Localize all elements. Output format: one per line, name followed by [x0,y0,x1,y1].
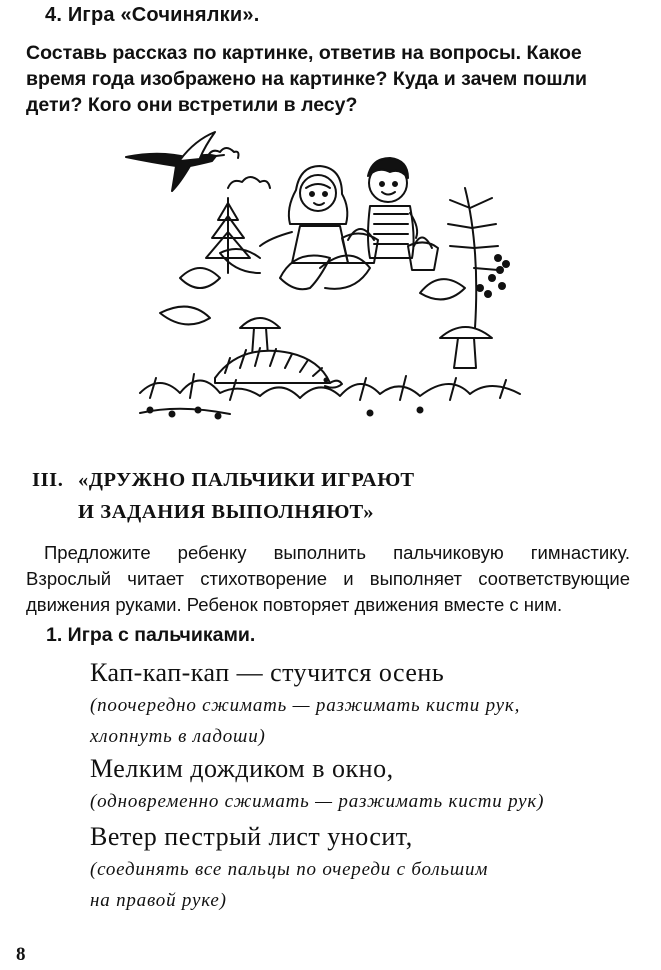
bird-icon [126,132,224,191]
poem-instruction: (соединять все пальцы по очереди с большим [90,859,489,880]
poem-instruction: на правой руке) [90,890,227,911]
poem-instruction: (поочередно сжимать — разжимать кисти рук, [90,695,521,716]
boy-icon [368,158,417,258]
section-heading [32,464,415,528]
mushroom-icon [440,327,492,368]
intro-paragraph: Предложите ребенку выполнить пальчиковую гимнастику. Взрослый читает стихотворение и выполняет соответствующие движения руками. Ребенок повторяет движения вместе с ним. [26,542,630,615]
section-number: III. [32,469,64,491]
poem-instruction: хлопнуть в ладоши) [90,726,266,747]
berries-icon [476,254,510,298]
poem-line: Мелким дождиком в окно, [90,754,394,783]
task-text: Составь рассказ по картинке, ответив на вопросы. Какое время года изображено на картинке? Куда и зачем пошли дети? Кого они встретили в лесу? [26,42,588,116]
forest-scene-illustration [120,128,540,423]
poem-line: Кап-кап-кап — стучится осень [90,658,445,687]
game-heading: 1. Игра с пальчиками. [46,624,256,646]
section-title-line1: «ДРУЖНО ПАЛЬЧИКИ ИГРАЮТ [78,469,415,491]
poem [90,656,630,916]
section-title-line2: И ЗАДАНИЯ ВЫПОЛНЯЮТ» [78,501,375,523]
poem-line: Ветер пестрый лист уносит, [90,822,413,851]
page-number: 8 [16,944,26,965]
hedgehog-icon [215,348,342,388]
task-heading: 4. Игра «Сочинялки». [45,4,260,26]
girl-icon [260,166,348,263]
poem-instruction: (одновременно сжимать — разжимать кисти рук) [90,791,545,812]
